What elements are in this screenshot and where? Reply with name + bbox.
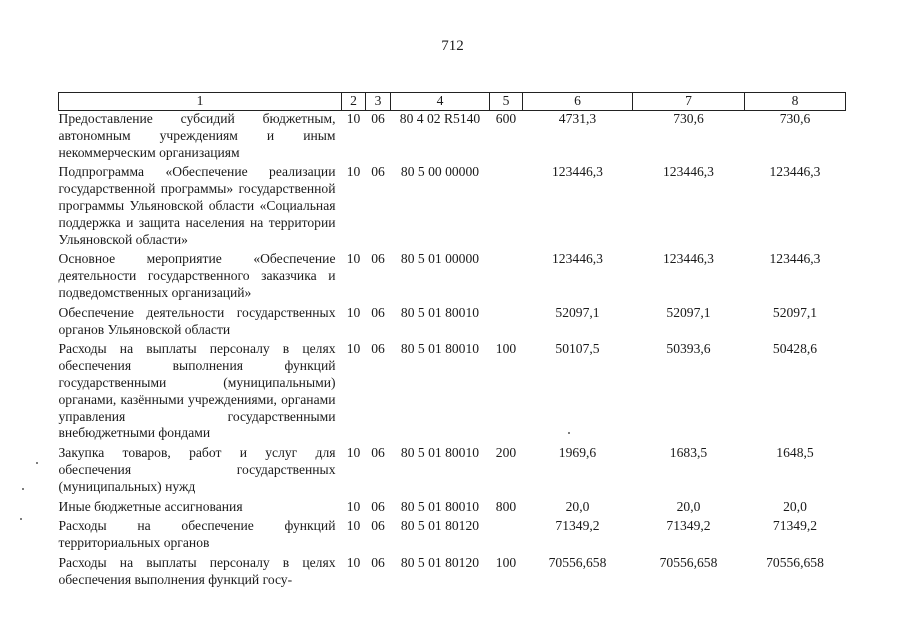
row-subsection: 06	[371, 445, 385, 461]
row-value-2: 70556,658	[659, 554, 718, 570]
table-row	[59, 499, 846, 519]
row-expense-type: 200	[495, 445, 517, 461]
table-row	[59, 555, 846, 592]
row-expense-type: 100	[495, 341, 517, 357]
row-name: Расходы на выплаты персоналу в целях обеспечения выполнения функций государственными (муниципальными) органами, казёнными учреждениями, органами управления государственными внебюджетными фондами	[58, 341, 336, 441]
row-name: Подпрограмма «Обеспечение реализации государственной программы» государственной программы Ульяновской области «Социальная поддержка и защита населения на территории Ульяновской области»	[58, 164, 336, 247]
row-subsection: 06	[371, 111, 385, 126]
row-target-code: 80 5 00 00000	[400, 164, 480, 180]
row-section: 10	[346, 304, 361, 320]
row-subsection: 06	[371, 554, 385, 570]
row-value-3: 20,0	[783, 498, 807, 514]
row-target-code: 80 5 01 80010	[400, 445, 480, 461]
scan-speck	[36, 462, 38, 464]
column-header: 6	[523, 93, 633, 111]
row-section: 10	[346, 445, 361, 461]
row-target-code: 80 5 01 80120	[400, 518, 480, 534]
row-value-1: 4731,3	[558, 111, 597, 126]
row-name: Основное мероприятие «Обеспечение деятельности государственного заказчика и подведомственных организаций»	[58, 251, 336, 300]
row-value-1: 123446,3	[552, 164, 603, 180]
column-header: 4	[391, 93, 490, 111]
row-section: 10	[346, 251, 361, 267]
row-value-2: 123446,3	[663, 164, 714, 180]
row-value-3: 123446,3	[769, 164, 821, 180]
row-expense-type	[490, 305, 523, 342]
row-section: 10	[346, 111, 361, 126]
row-value-3: 730,6	[779, 111, 811, 126]
row-value-2: 1683,5	[669, 445, 708, 461]
row-section: 10	[346, 341, 361, 357]
row-value-1: 52097,1	[555, 304, 600, 320]
row-value-1: 71349,2	[555, 518, 600, 534]
row-section: 10	[346, 164, 361, 180]
row-value-3: 50428,6	[772, 341, 818, 357]
row-section: 10	[346, 498, 361, 514]
row-value-2: 52097,1	[666, 304, 711, 320]
row-subsection: 06	[371, 304, 385, 320]
row-subsection: 06	[371, 251, 385, 267]
row-value-2: 730,6	[673, 111, 704, 126]
row-value-2: 71349,2	[666, 518, 711, 534]
table-row	[59, 518, 846, 555]
row-subsection: 06	[371, 498, 385, 514]
row-value-3: 70556,658	[766, 554, 824, 570]
row-value-3: 1648,5	[776, 445, 814, 461]
row-expense-type: 100	[495, 554, 517, 570]
table-row	[59, 164, 846, 251]
row-value-3: 52097,1	[772, 304, 818, 320]
row-expense-type: 800	[495, 498, 517, 514]
row-value-1: 50107,5	[555, 341, 600, 357]
page-number: 712	[441, 38, 464, 54]
column-header: 8	[745, 93, 846, 111]
budget-table	[58, 92, 846, 592]
column-header: 5	[490, 93, 523, 111]
row-name: Расходы на обеспечение функций территориальных органов	[58, 518, 336, 551]
row-value-3: 71349,2	[772, 518, 818, 534]
row-name: Закупка товаров, работ и услуг для обеспечения государственных (муниципальных) нужд	[58, 445, 336, 494]
row-target-code: 80 5 01 80010	[400, 341, 480, 357]
row-value-1: 20,0	[565, 498, 590, 514]
row-expense-type	[490, 164, 523, 251]
row-name: Предоставление субсидий бюджетным, автономным учреждениям и иным некоммерческим организациям	[58, 111, 336, 160]
column-header: 2	[342, 93, 366, 111]
row-value-1: 70556,658	[548, 554, 607, 570]
row-value-1: 1969,6	[558, 445, 597, 461]
row-target-code: 80 5 01 80120	[400, 554, 480, 570]
table-row	[59, 251, 846, 304]
row-subsection: 06	[371, 164, 385, 180]
table-row	[59, 445, 846, 498]
row-value-1: 123446,3	[552, 251, 603, 267]
row-value-3: 123446,3	[769, 251, 821, 267]
row-name: Расходы на выплаты персоналу в целях обеспечения выполнения функций госу-	[58, 554, 336, 587]
row-value-2: 50393,6	[666, 341, 711, 357]
row-section: 10	[346, 554, 361, 570]
row-value-2: 123446,3	[663, 251, 714, 267]
row-subsection: 06	[371, 341, 385, 357]
row-expense-type	[490, 518, 523, 555]
row-expense-type: 600	[495, 111, 517, 126]
scan-speck	[568, 432, 570, 434]
column-header: 1	[59, 93, 342, 111]
row-expense-type	[490, 251, 523, 304]
scan-speck	[22, 488, 24, 490]
column-header: 3	[366, 93, 391, 111]
table-row	[59, 305, 846, 342]
row-name: Иные бюджетные ассигнования	[58, 498, 243, 514]
row-name: Обеспечение деятельности государственных органов Ульяновской области	[58, 304, 336, 337]
table-header-row	[59, 93, 846, 111]
row-target-code: 80 5 01 80010	[400, 498, 480, 514]
row-target-code: 80 5 01 80010	[400, 304, 480, 320]
row-value-2: 20,0	[676, 498, 701, 514]
row-target-code: 80 5 01 00000	[400, 251, 480, 267]
row-subsection: 06	[371, 518, 385, 534]
column-header: 7	[633, 93, 745, 111]
table-row	[59, 341, 846, 445]
row-section: 10	[346, 518, 361, 534]
row-target-code: 80 4 02 R5140	[399, 111, 481, 126]
table-row	[59, 111, 846, 165]
scan-speck	[20, 518, 22, 520]
